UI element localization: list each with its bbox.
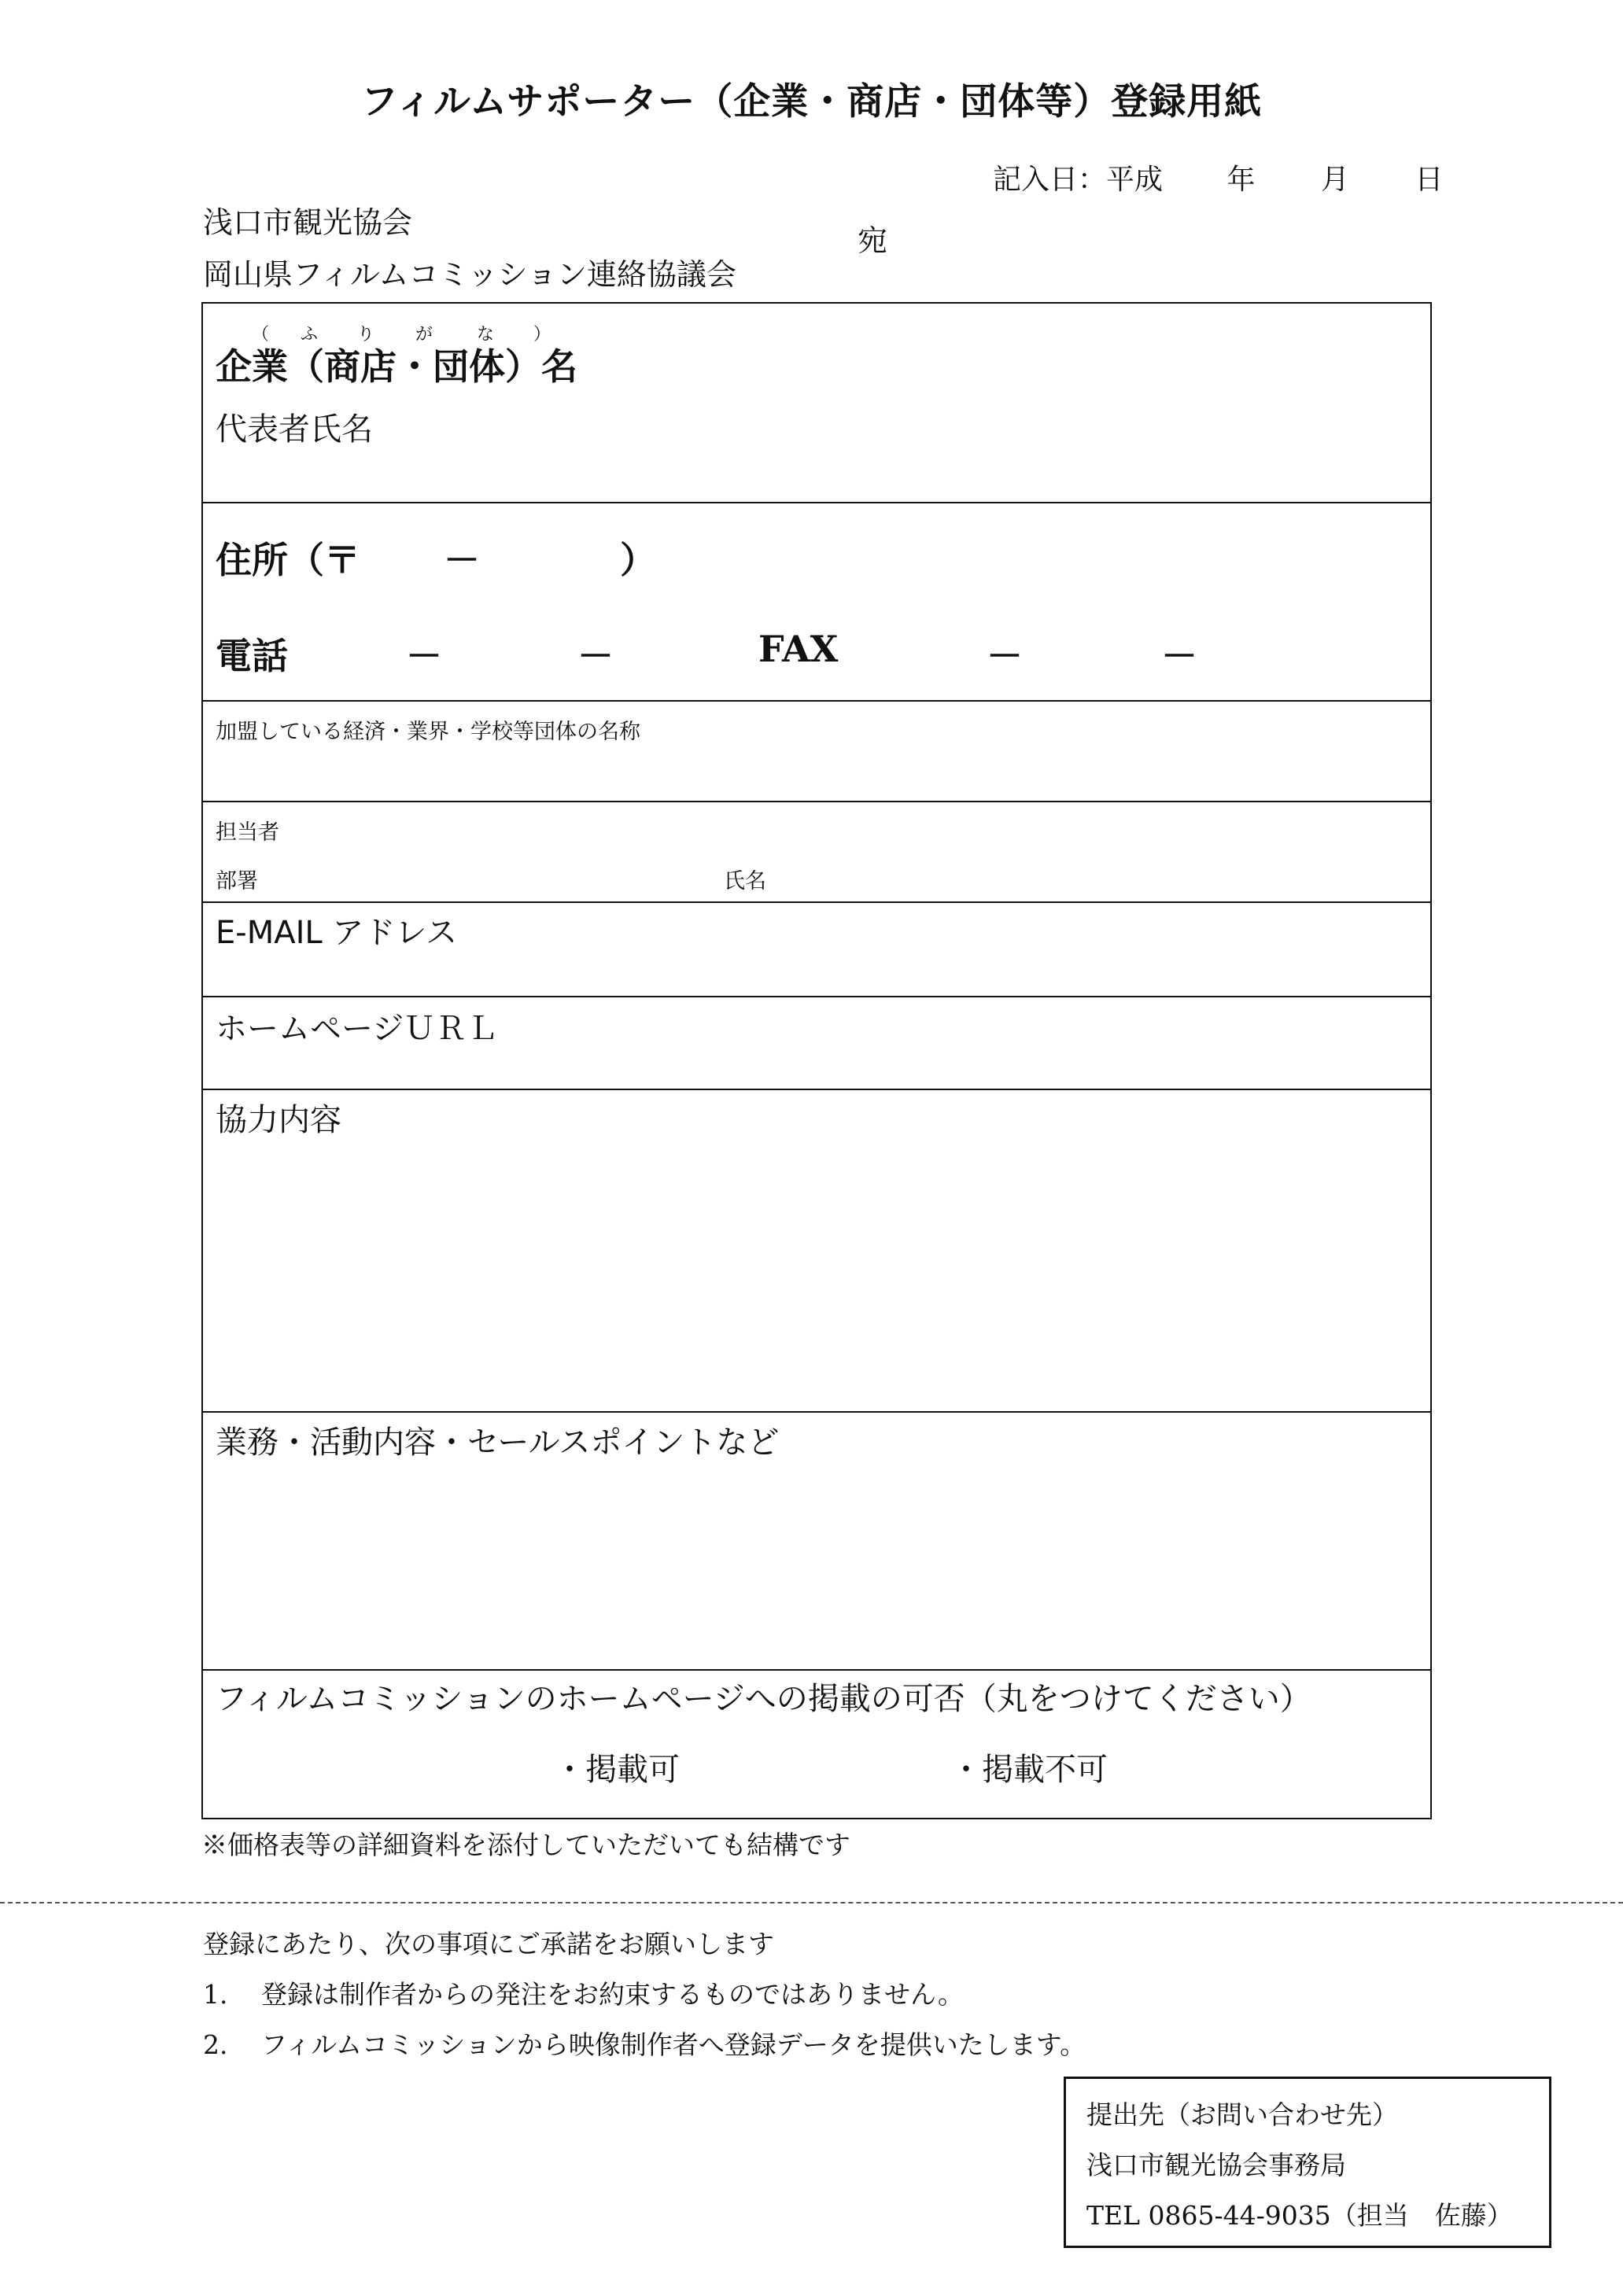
furigana-ga: が bbox=[415, 325, 433, 345]
contact-person-label: 担当者 bbox=[216, 820, 279, 845]
department-label: 部署 bbox=[216, 869, 258, 894]
company-name-label: 企業（商店・団体）名 bbox=[216, 345, 577, 388]
addressee-1: 浅口市観光協会 bbox=[203, 205, 413, 240]
notice-item-number: 1. bbox=[203, 1979, 228, 2010]
contact-person-row[interactable] bbox=[203, 802, 1430, 903]
date-day: 日 bbox=[1415, 164, 1444, 196]
contact-box bbox=[1064, 2077, 1551, 2248]
date-entry bbox=[993, 157, 1443, 197]
affiliation-row[interactable] bbox=[203, 702, 1430, 802]
furigana-fu: ふ bbox=[301, 325, 319, 345]
address-row[interactable] bbox=[203, 503, 1430, 702]
postal-dash: － bbox=[444, 539, 480, 581]
company-row[interactable] bbox=[203, 304, 1430, 503]
address-close-paren: ） bbox=[620, 539, 656, 581]
business-row[interactable] bbox=[203, 1413, 1430, 1671]
addressee-suffix: 宛 bbox=[858, 223, 888, 258]
notice-item-text: 登録は制作者からの発注をお約束するものではありません。 bbox=[261, 1979, 964, 2010]
fax-dash-1: － bbox=[987, 635, 1023, 677]
affiliation-label: 加盟している経済・業界・学校等団体の名称 bbox=[216, 720, 640, 744]
email-label: E-MAIL アドレス bbox=[216, 915, 458, 951]
page-title: フィルムサポーター（企業・商店・団体等）登録用紙 bbox=[360, 80, 1263, 123]
cooperation-row[interactable] bbox=[203, 1090, 1430, 1413]
date-label: 記入日：平成 bbox=[993, 164, 1164, 196]
address-label: 住所（〒 bbox=[216, 539, 360, 581]
business-label: 業務・活動内容・セールスポイントなど bbox=[216, 1424, 780, 1461]
fax-label: FAX bbox=[758, 628, 839, 670]
registration-form bbox=[201, 302, 1432, 1819]
cooperation-label: 協力内容 bbox=[216, 1102, 341, 1138]
publish-option-yes[interactable]: ・掲載可 bbox=[554, 1752, 680, 1788]
cut-line bbox=[0, 1902, 1623, 1904]
attachment-note: ※価格表等の詳細資料を添付していただいても結構です bbox=[201, 1830, 850, 1860]
representative-label: 代表者氏名 bbox=[216, 411, 373, 448]
notice-item-number: 2. bbox=[203, 2029, 228, 2060]
contact-heading: 提出先（お問い合わせ先） bbox=[1086, 2099, 1398, 2130]
date-month: 月 bbox=[1320, 164, 1349, 196]
phone-dash-2: － bbox=[577, 635, 614, 677]
publish-row[interactable] bbox=[203, 1671, 1430, 1818]
notice-item bbox=[203, 2025, 1086, 2062]
notice-item-text: フィルムコミッションから映像制作者へ登録データを提供いたします。 bbox=[261, 2029, 1086, 2060]
contact-office: 浅口市観光協会事務局 bbox=[1086, 2150, 1346, 2180]
furigana-close: ） bbox=[533, 325, 551, 345]
date-year: 年 bbox=[1226, 164, 1256, 196]
homepage-row[interactable] bbox=[203, 997, 1430, 1090]
furigana-open: （ bbox=[252, 325, 270, 345]
publish-option-no[interactable]: ・掲載不可 bbox=[950, 1752, 1108, 1788]
person-name-label: 氏名 bbox=[724, 869, 766, 894]
email-row[interactable] bbox=[203, 903, 1430, 997]
notice-heading: 登録にあたり、次の事項にご承諾をお願いします bbox=[203, 1929, 774, 1959]
publish-label: フィルムコミッションのホームページへの掲載の可否（丸をつけてください） bbox=[216, 1681, 1311, 1717]
phone-dash-1: － bbox=[406, 635, 442, 677]
homepage-label: ホームページＵＲＬ bbox=[216, 1011, 499, 1047]
furigana-na: な bbox=[477, 325, 495, 345]
phone-label: 電話 bbox=[216, 635, 288, 677]
contact-tel: TEL 0865-44-9035（担当 佐藤） bbox=[1086, 2200, 1513, 2231]
furigana-ri: り bbox=[357, 325, 375, 345]
notice-item bbox=[203, 1974, 964, 2011]
fax-dash-2: － bbox=[1161, 635, 1197, 677]
addressee-2: 岡山県フィルムコミッション連絡協議会 bbox=[203, 257, 736, 292]
